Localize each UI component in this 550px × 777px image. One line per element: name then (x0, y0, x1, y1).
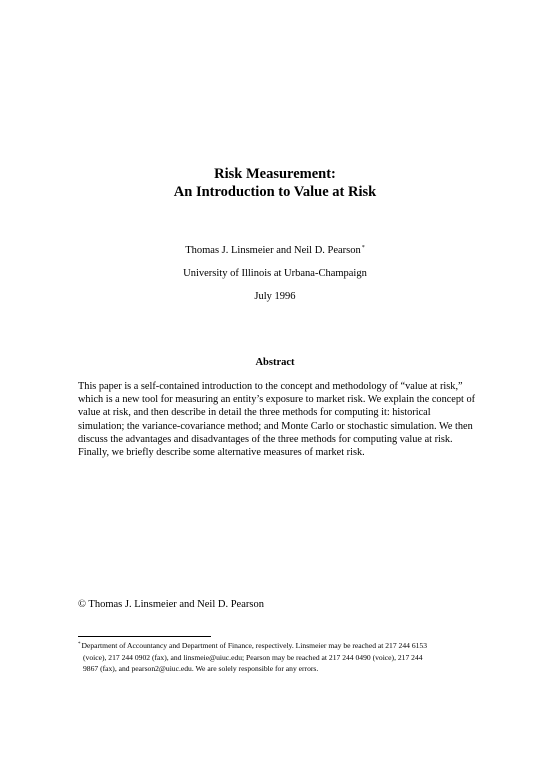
footnote-line: (voice), 217 244 0902 (fax), and linsmeie@uiuc.edu; Pearson may be reached at 217 244 0490 (voice), 217 244 (83, 652, 423, 662)
footnote-marker: * (78, 642, 81, 647)
abstract-line: Finally, we briefly describe some alternative measures of market risk. (78, 447, 365, 459)
footnote-divider (78, 636, 211, 637)
footnote (78, 640, 478, 675)
abstract-line: simulation; the variance-covariance method; and Monte Carlo or stochastic simulation. We then (78, 420, 473, 432)
author-line (0, 244, 550, 257)
abstract-line: This paper is a self-contained introduction to the concept and methodology of “value at risk,” (78, 381, 463, 392)
abstract-line: value at risk, and then describe in detail the three methods for computing it: historical (78, 407, 431, 419)
title-line-1: Risk Measurement: (214, 166, 336, 182)
affiliation: University of Illinois at Urbana-Champaign (183, 268, 367, 279)
author-footnote-marker: * (361, 245, 365, 251)
abstract-heading: Abstract (255, 357, 295, 368)
footnote-text: Department of Accountancy and Department of Finance, respectively. Linsmeier may be reached at 217 244 6153 (81, 641, 428, 650)
author-names: Thomas J. Linsmeier and Neil D. Pearson (185, 245, 361, 256)
footnote-line (78, 640, 478, 652)
abstract-line: which is a new tool for measuring an entity’s exposure to market risk. We explain the concept of (78, 394, 476, 406)
publication-date: July 1996 (254, 291, 296, 302)
abstract-body (78, 380, 478, 459)
abstract-line: discuss the advantages and disadvantages of the three methods for computing value at risk. (78, 433, 453, 445)
copyright-notice: © Thomas J. Linsmeier and Neil D. Pearson (78, 599, 264, 610)
title-line-2: An Introduction to Value at Risk (173, 184, 377, 200)
paper-title (0, 165, 550, 201)
footnote-line: 9867 (fax), and pearson2@uiuc.edu. We are solely responsible for any errors. (83, 664, 319, 674)
